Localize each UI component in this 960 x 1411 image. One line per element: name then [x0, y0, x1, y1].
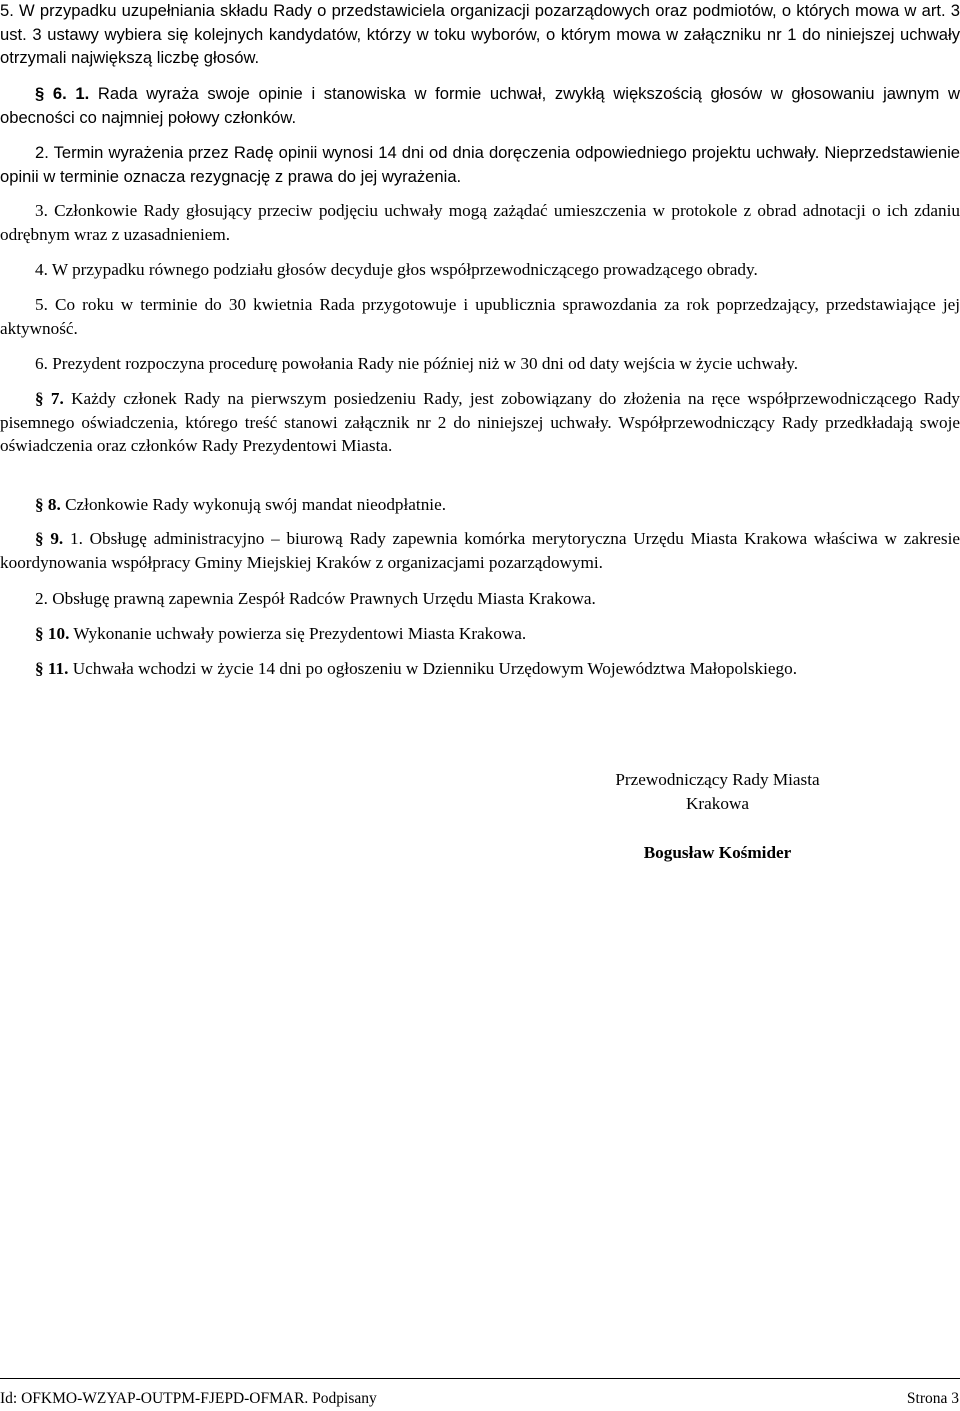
paragraph-11	[0, 657, 960, 681]
section-11-label: § 11.	[35, 659, 69, 678]
paragraph-6-1-text: Rada wyraża swoje opinie i stanowiska w formie uchwał, zwykłą większością głosów w głosowaniu jawnym w obecności co najmniej połowy członków.	[0, 84, 960, 127]
paragraph-8-text: Członkowie Rady wykonują swój mandat nieodpłatnie.	[60, 495, 446, 514]
page-number: Strona 3	[906, 1390, 959, 1407]
paragraph-10-text: Wykonanie uchwały powierza się Prezydentowi Miasta Krakowa.	[69, 624, 527, 643]
paragraph-10	[0, 622, 960, 646]
paragraph-7	[0, 387, 960, 458]
section-8-label: § 8.	[35, 495, 61, 514]
paragraph-6-5: 5. Co roku w terminie do 30 kwietnia Rada przygotowuje i upublicznia sprawozdania za rok poprzedzający, przedstawiające jej aktywność.	[0, 295, 960, 338]
paragraph-9-1-text: 1. Obsługę administracyjno – biurową Rady zapewnia komórka merytoryczna Urzędu Miasta Krakowa właściwa w zakresie koordynowania współpracy Gminy Miejskiej Kraków z organizacjami pozarządowymi.	[0, 529, 960, 572]
paragraph-11-text: Uchwała wchodzi w życie 14 dni po ogłoszeniu w Dzienniku Urzędowym Województwa Małopolskiego.	[68, 659, 798, 678]
section-9-label: § 9.	[35, 529, 64, 548]
paragraph-6-2: 2. Termin wyrażenia przez Radę opinii wynosi 14 dni od dnia doręczenia odpowiedniego projektu uchwały. Nieprzedstawienie opinii w terminie oznacza rezygnację z prawa do jej wyrażenia.	[0, 143, 960, 186]
signature-name: Bogusław Kośmider	[643, 843, 792, 862]
paragraph-9-2: 2. Obsługę prawną zapewnia Zespół Radców Prawnych Urzędu Miasta Krakowa.	[35, 589, 596, 608]
paragraph-7-text: Każdy członek Rady na pierwszym posiedzeniu Rady, jest zobowiązany do złożenia na ręce współprzewodniczącego Rady pisemnego oświadczenia, którego treść stanowi załącznik nr 2 do niniejszej uchwały. Współprzewodniczący Rady przedkładają swoje oświadczenia oraz członków Rady Prezydentowi Miasta.	[0, 389, 960, 455]
paragraph-6-3: 3. Członkowie Rady głosujący przeciw podjęciu uchwały mogą zażądać umieszczenia w protokole z obrad adnotacji o ich zdaniu odrębnym wraz z uzasadnieniem.	[0, 201, 960, 244]
section-6-label: § 6. 1.	[35, 84, 90, 103]
signature-block	[585, 768, 850, 865]
section-10-label: § 10.	[35, 624, 70, 643]
paragraph-9-1	[0, 527, 960, 574]
paragraph-8	[0, 493, 960, 517]
document-id: Id: OFKMO-WZYAP-OUTPM-FJEPD-OFMAR. Podpisany	[0, 1390, 377, 1407]
signature-title-line2: Krakowa	[686, 794, 749, 813]
signature-title-line1: Przewodniczący Rady Miasta	[615, 770, 820, 789]
paragraph-6-1	[0, 82, 960, 129]
paragraph-6-4: 4. W przypadku równego podziału głosów decyduje głos współprzewodniczącego prowadzącego obrady.	[35, 260, 758, 279]
section-7-label: § 7.	[35, 389, 64, 408]
footer-divider	[0, 1378, 960, 1379]
paragraph-5-intro: 5. W przypadku uzupełniania składu Rady o przedstawiciela organizacji pozarządowych oraz podmiotów, o których mowa w art. 3 ust. 3 ustawy wybiera się kolejnych kandydatów, którzy w toku wyborów, o którym mowa w załączniku nr 1 do niniejszej uchwały otrzymali największą liczbę głosów.	[0, 1, 960, 67]
paragraph-6-6: 6. Prezydent rozpoczyna procedurę powołania Rady nie później niż w 30 dni od daty wejścia w życie uchwały.	[35, 354, 798, 373]
